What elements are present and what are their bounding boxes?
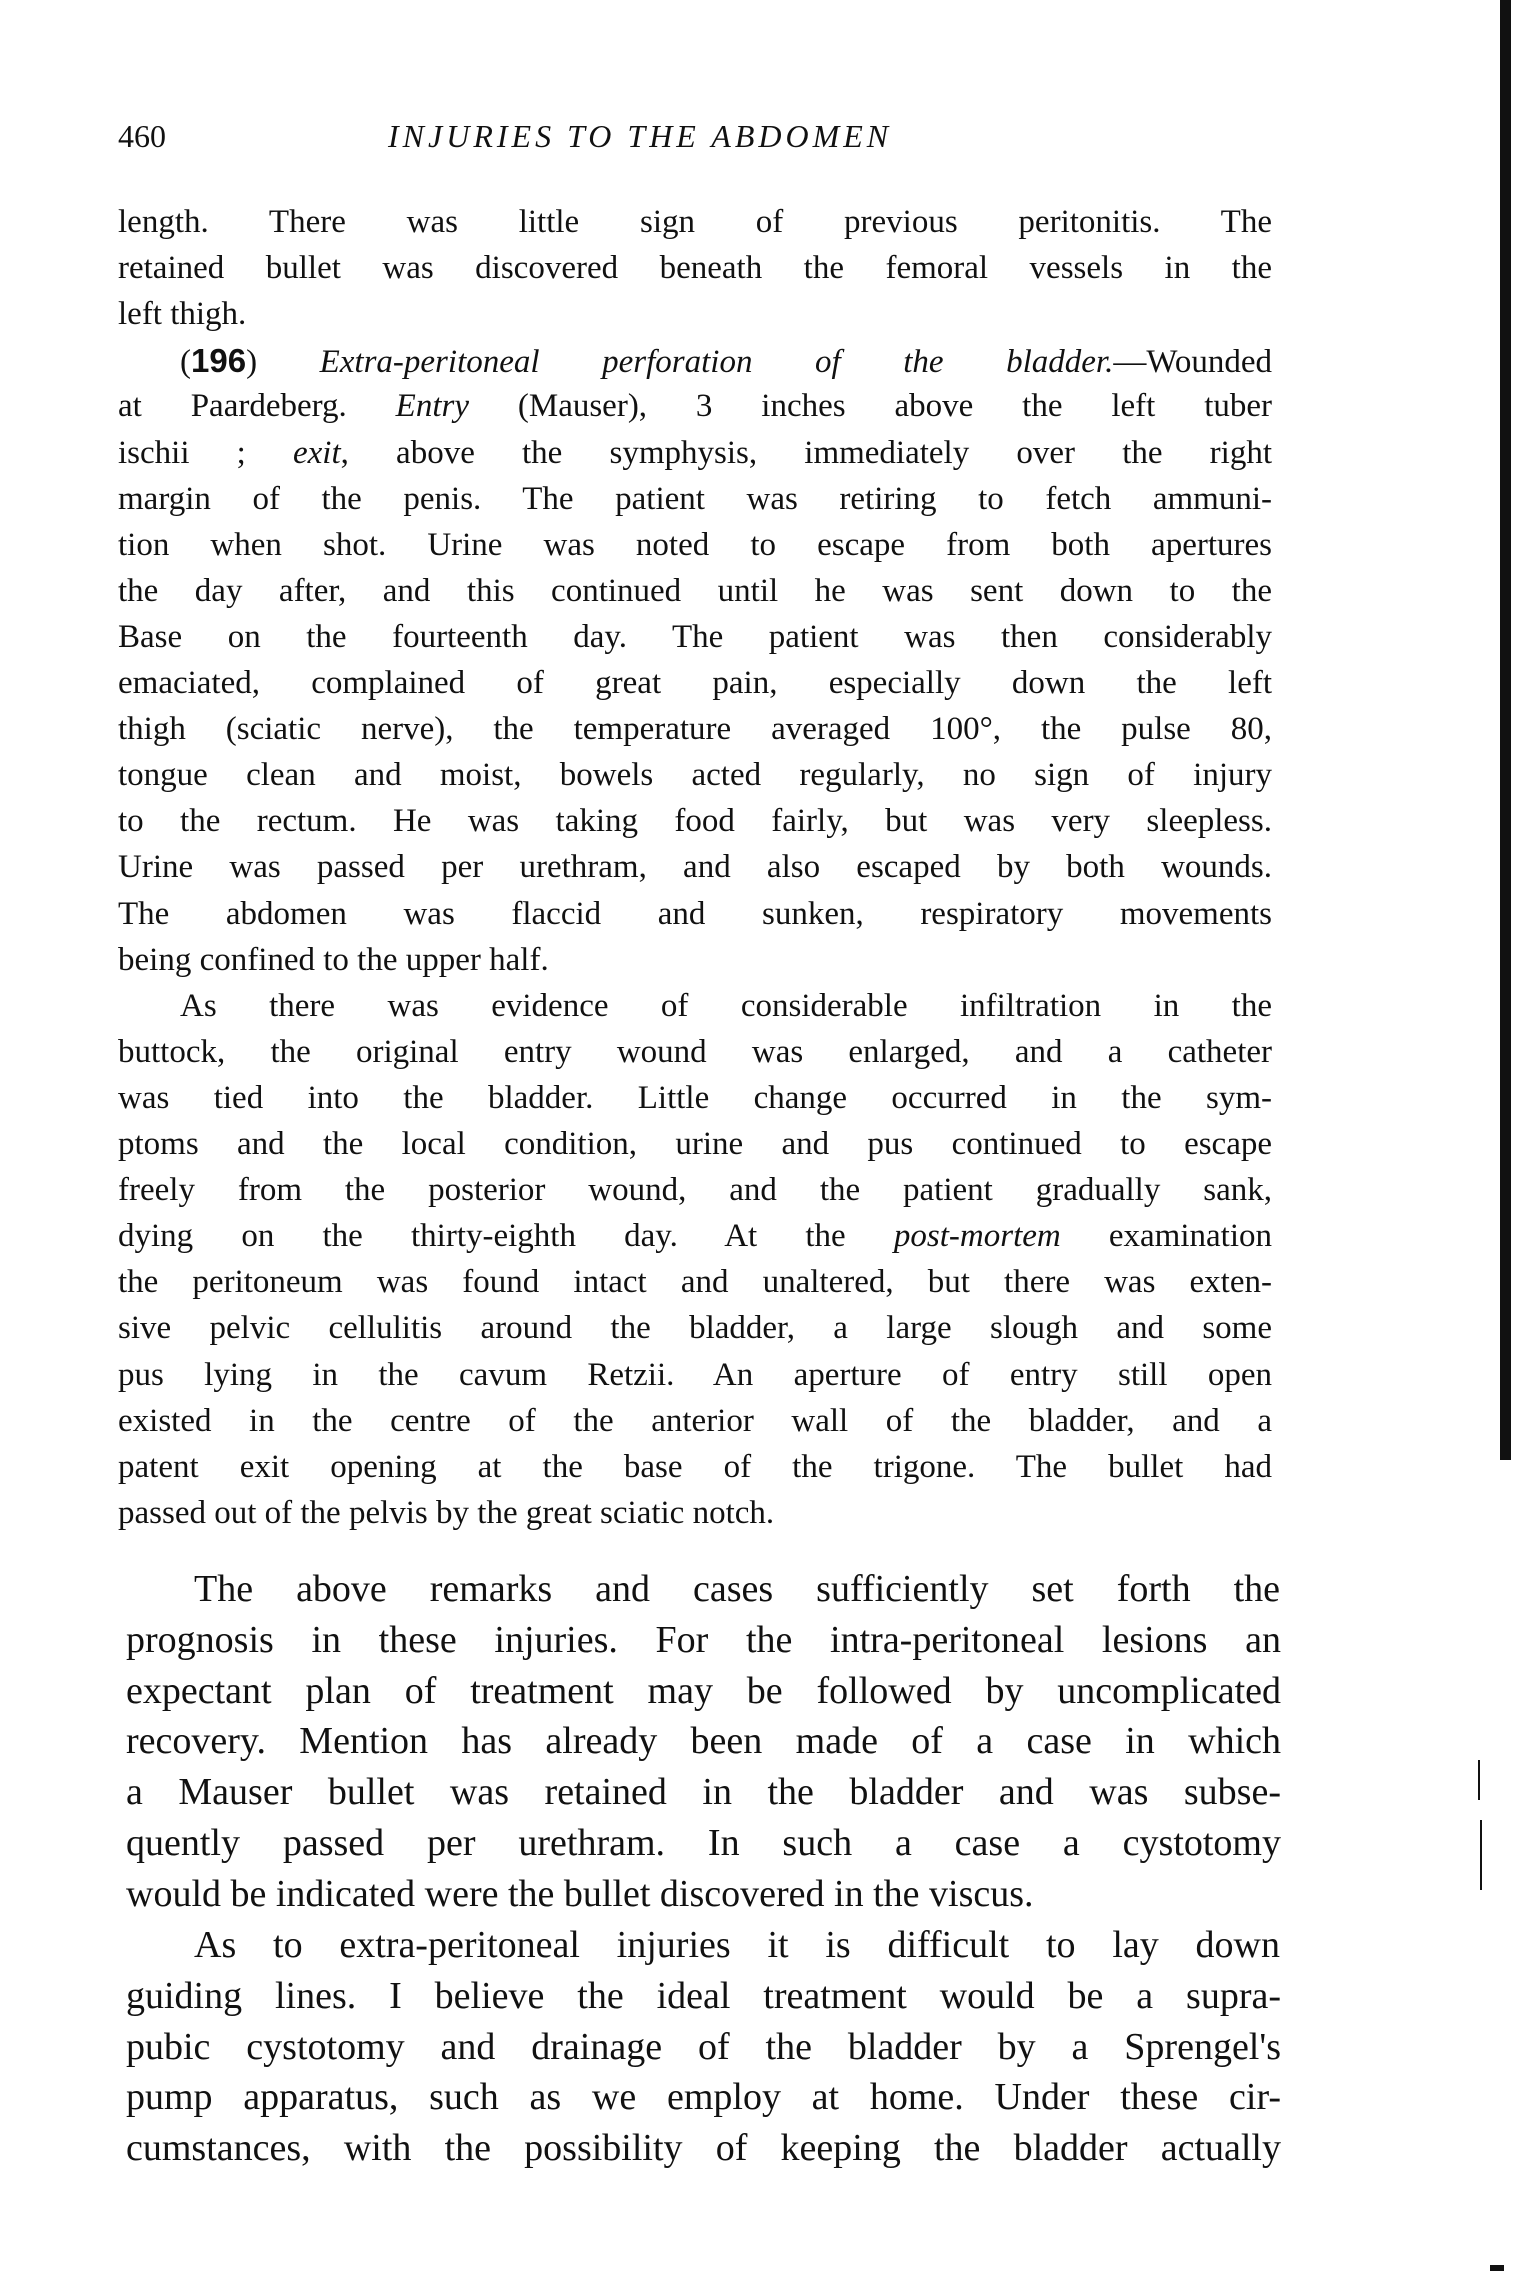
text-line: passed out of the pelvis by the great sciatic notch. xyxy=(118,1494,775,1531)
text-line: was tied into the bladder. Little change occurred in the sym- xyxy=(118,1079,1272,1116)
italic-text: Extra-peritoneal perforation of the bladder. xyxy=(319,344,1114,381)
text-line: pubic cystotomy and drainage of the bladder by a Sprengel's xyxy=(126,2025,1281,2068)
scan-edge-mark xyxy=(1478,1760,1480,1800)
text-line: ptoms and the local condition, urine and pus continued to escape xyxy=(118,1126,1272,1162)
text-line: being confined to the upper half. xyxy=(118,941,549,978)
text-run: ischii ; xyxy=(118,434,293,471)
text-line: tongue clean and moist, bowels acted regularly, no sign of injury xyxy=(118,757,1272,794)
text-line: margin of the penis. The patient was retiring to fetch ammuni- xyxy=(118,480,1272,517)
text-line: length. There was little sign of previous peritonitis. The xyxy=(118,204,1272,240)
text-line: The above remarks and cases sufficiently set forth the xyxy=(194,1568,1280,1610)
text-run: , above the symphysis, immediately over the right xyxy=(340,434,1272,471)
text-line xyxy=(118,1218,1272,1255)
italic-text: post-mortem xyxy=(893,1218,1061,1255)
scan-edge-shadow xyxy=(1500,0,1511,1460)
text-line: Urine was passed per urethram, and also escaped by both wounds. xyxy=(118,849,1272,886)
case-number: 196 xyxy=(191,342,247,380)
text-line: tion when shot. Urine was noted to escape from both apertures xyxy=(118,526,1272,563)
text-line xyxy=(118,435,1272,472)
text-line: patent exit opening at the base of the trigone. The bullet had xyxy=(118,1448,1272,1485)
text-line: existed in the centre of the anterior wall of the bladder, and a xyxy=(118,1402,1272,1439)
text-line: the day after, and this continued until he was sent down to the xyxy=(118,572,1272,609)
text-run: dying on the thirty-eighth day. At the xyxy=(118,1218,894,1255)
text-line: guiding lines. I believe the ideal treatment would be a supra- xyxy=(126,1974,1281,2017)
text-line: recovery. Mention has already been made of a case in which xyxy=(126,1720,1281,1763)
text-line: quently passed per urethram. In such a case a cystotomy xyxy=(126,1822,1281,1864)
text-line: left thigh. xyxy=(118,296,247,333)
text-line: expectant plan of treatment may be followed by uncomplicated xyxy=(126,1669,1281,1712)
text-line: retained bullet was discovered beneath the femoral vessels in the xyxy=(118,250,1272,287)
scan-edge-mark xyxy=(1490,2265,1504,2271)
text-line: Base on the fourteenth day. The patient was then considerably xyxy=(118,618,1272,655)
text-run: ) xyxy=(246,344,320,381)
text-line: prognosis in these injuries. For the intra-peritoneal lesions an xyxy=(126,1618,1281,1661)
text-line: thigh (sciatic nerve), the temperature averaged 100°, the pulse 80, xyxy=(118,711,1272,748)
text-line: As there was evidence of considerable infiltration in the xyxy=(180,987,1272,1024)
text-line: emaciated, complained of great pain, especially down the left xyxy=(118,665,1272,701)
text-run: at Paardeberg. xyxy=(118,388,396,425)
page-number: 460 xyxy=(118,118,166,154)
text-line xyxy=(118,388,1272,425)
text-line: cumstances, with the possibility of keeping the bladder actually xyxy=(126,2127,1281,2170)
text-line: freely from the posterior wound, and the patient gradually sank, xyxy=(118,1172,1272,1209)
text-run: ( xyxy=(180,344,191,381)
text-run: —Wounded xyxy=(1113,344,1272,381)
text-line: pus lying in the cavum Retzii. An aperture of entry still open xyxy=(118,1356,1272,1393)
scan-edge-mark xyxy=(1480,1820,1482,1890)
italic-text: exit xyxy=(293,434,341,471)
text-run: examination xyxy=(1060,1218,1273,1255)
text-line: buttock, the original entry wound was enlarged, and a catheter xyxy=(118,1033,1272,1070)
text-line: The abdomen was flaccid and sunken, respiratory movements xyxy=(118,895,1272,932)
text-line: sive pelvic cellulitis around the bladder, a large slough and some xyxy=(118,1310,1272,1347)
text-line: As to extra-peritoneal injuries it is difficult to lay down xyxy=(194,1924,1280,1966)
running-title: INJURIES TO THE ABDOMEN xyxy=(388,118,893,154)
text-line: a Mauser bullet was retained in the bladder and was subse- xyxy=(126,1771,1281,1814)
text-line: pump apparatus, such as we employ at home. Under these cir- xyxy=(126,2076,1281,2119)
text-line: would be indicated were the bullet discovered in the viscus. xyxy=(126,1872,1034,1915)
text-line: to the rectum. He was taking food fairly, but was very sleepless. xyxy=(118,803,1272,840)
text-run: (Mauser), 3 inches above the left tuber xyxy=(468,388,1273,425)
text-line xyxy=(180,342,1272,381)
italic-text: Entry xyxy=(395,388,469,425)
text-line: the peritoneum was found intact and unaltered, but there was exten- xyxy=(118,1264,1272,1301)
